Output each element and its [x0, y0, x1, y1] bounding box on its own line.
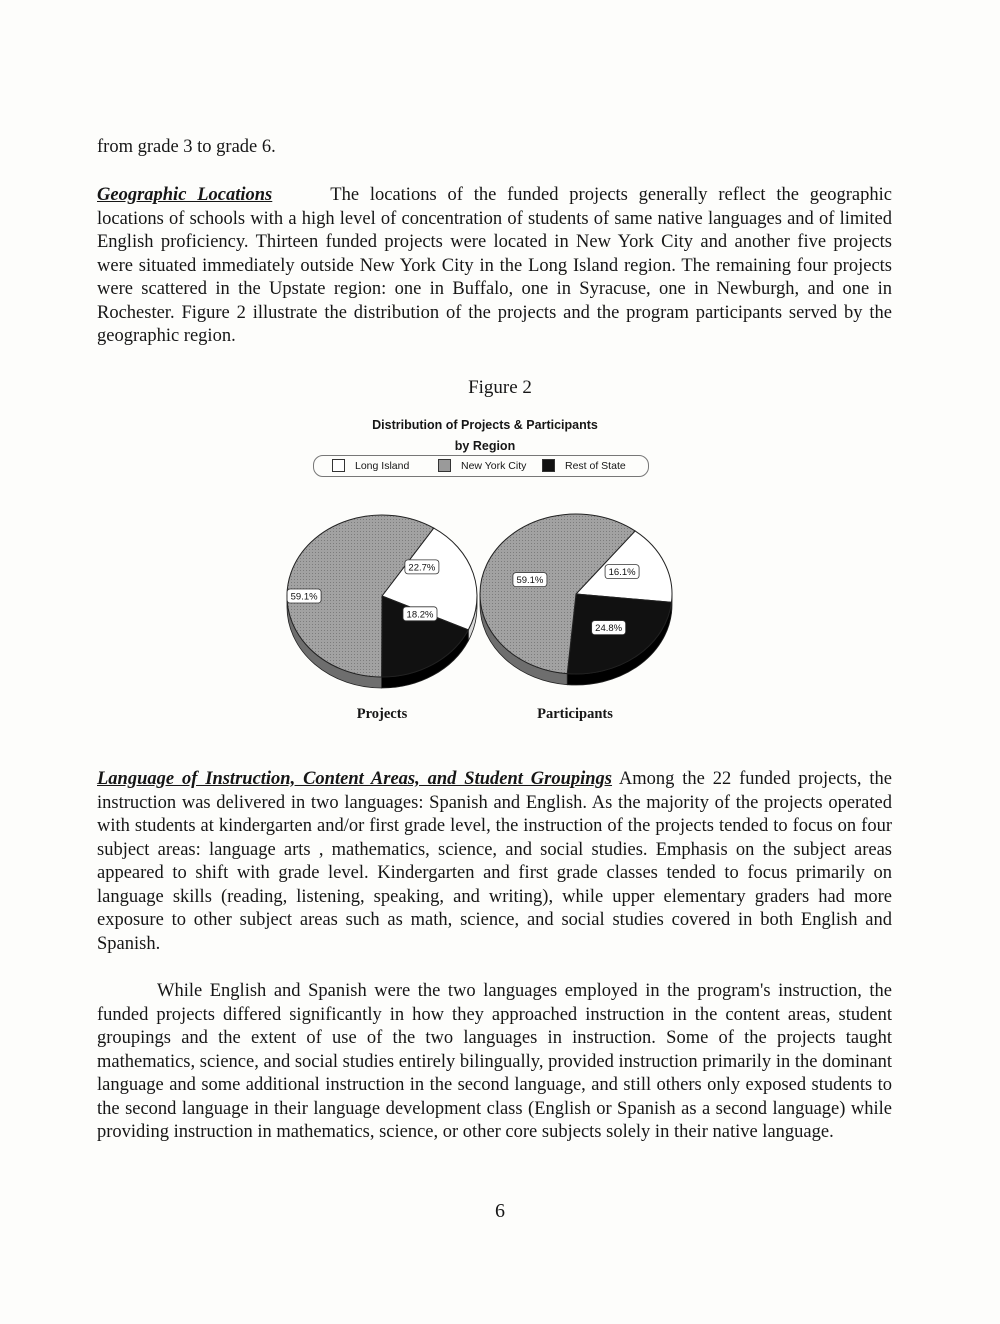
- language-instruction-heading: Language of Instruction, Content Areas, and Student Groupings: [97, 769, 613, 789]
- instruction-approaches-paragraph: While English and Spanish were the two languages employed in the program's instruction, the funded projects differed significantly in how they approached instruction in the content areas, student groupings and the extent of use of the two languages in instruction. Some of the projects taught mathematics, science, and social studies entirely bilingually, provided instruction primarily in the dominant language and some additional instruction in the second language, and still others only exposed students to the second language in their language development class (English or Spanish as a second language) while providing instruction in mathematics, science, or other core subjects solely in their native language.: [97, 981, 892, 1142]
- language-instruction-text: Among the 22 funded projects, the instruction was delivered in two languages: Spanish and English. As the majority of the projects operated with students at kindergarten and/or first grade level, the instruction of the projects tended to focus on four subject areas: language arts , mathematics, science, and social studies. Emphasis on the subject areas appeared to shift with grade level. Kindergarten and first grade classes tended to focus primarily on language skills (reading, listening, speaking, and writing), while upper elementary graders had more exposure to other subject areas such as math, science, and social studies covered in both English and Spanish.: [97, 769, 893, 954]
- pie-0-label-1: 18.2%: [406, 609, 434, 621]
- figure-label: Figure 2: [468, 377, 532, 398]
- legend-label-rest-of-state: Rest of State: [565, 459, 626, 472]
- pie-0-label-2: 59.1%: [290, 591, 318, 603]
- legend-label-new-york-city: New York City: [461, 459, 527, 472]
- pie-participants: [480, 514, 672, 685]
- pie-projects: [287, 515, 477, 688]
- pie-caption-projects: Projects: [356, 706, 408, 722]
- legend-label-long-island: Long Island: [355, 459, 410, 472]
- chart-title: Distribution of Projects & Participants: [372, 418, 598, 432]
- geographic-locations-heading: Geographic Locations: [97, 185, 273, 205]
- geographic-locations-text: The locations of the funded projects generally reflect the geographic locations of schools with a high level of concentration of students of same native languages and of limited English proficiency. Thirteen funded projects were located in New York City and another five projects were situated immediately outside New York City in the Long Island region. The remaining four projects were scattered in the Upstate region: one in Buffalo, one in Syracuse, one in Newburgh, and one in Rochester. Figure 2 illustrate the distribution of the projects and the program participants served by the geographic region.: [97, 185, 892, 346]
- pie-caption-participants: Participants: [537, 706, 613, 722]
- chart-subtitle: by Region: [454, 439, 516, 453]
- pie-1-label-1: 24.8%: [595, 623, 623, 635]
- continuation-text: from grade 3 to grade 6.: [97, 137, 276, 157]
- page-number: 6: [495, 1200, 505, 1222]
- language-instruction-paragraph: [97, 768, 892, 956]
- pie-1-label-0: 16.1%: [608, 567, 636, 579]
- pie-0-label-0: 22.7%: [408, 562, 436, 574]
- pie-1-label-2: 59.1%: [516, 575, 544, 587]
